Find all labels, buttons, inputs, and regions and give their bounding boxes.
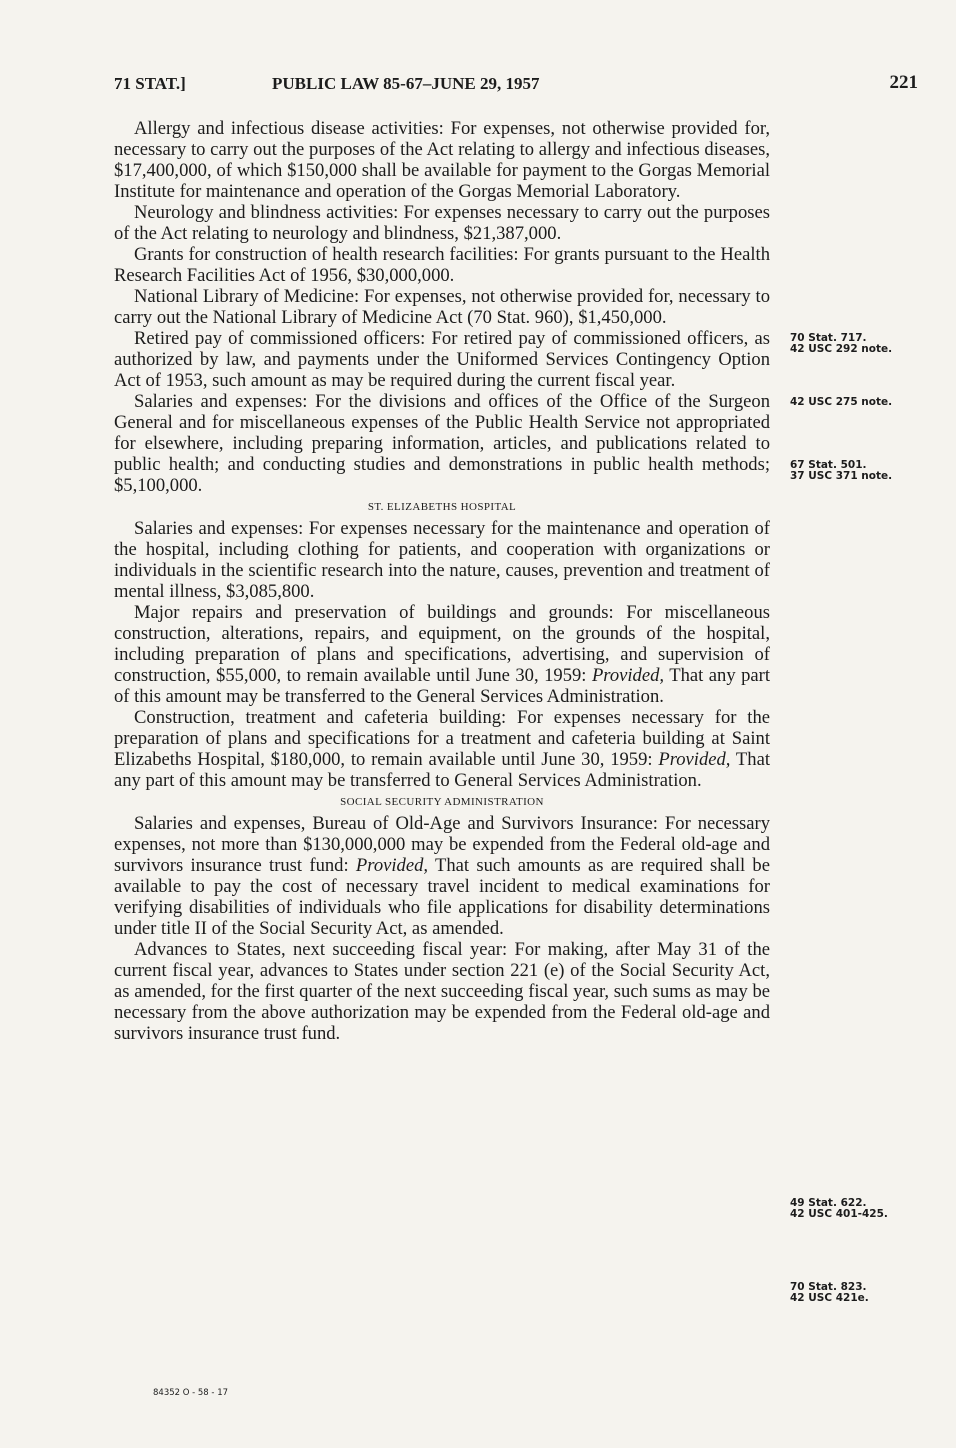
paragraph-library-of-medicine: National Library of Medicine: For expenses, not otherwise provided for, necessary to carry out the National Library of Medicine Act (70 Stat. 960), $1,450,000. xyxy=(114,286,770,328)
section-heading-social-security: SOCIAL SECURITY ADMINISTRATION xyxy=(340,796,544,808)
law-title: PUBLIC LAW 85-67–JUNE 29, 1957 xyxy=(272,74,540,93)
paragraph-retired-pay: Retired pay of commissioned officers: For retired pay of commissioned officers, as authorized by law, and payments under the Uniformed Services Contingency Option Act of 1953, such amount as may be required during the current fiscal year. xyxy=(114,328,770,391)
paragraph-old-age-survivors: Salaries and expenses, Bureau of Old-Age and Survivors Insurance: For necessary expenses, not more than $130,000,000 may be expended from the Federal old-age and survivors insurance trust fund: Provided, That such amounts as are required shall be available to pay the cost of necessary travel incident to medical examinations for verifying disabilities of individuals who file applications for disability determinations under title II of the Social Security Act, as amended. xyxy=(114,813,770,939)
page-number: 221 xyxy=(889,72,918,93)
margin-citation: 49 Stat. 622. 42 USC 401-425. xyxy=(790,1197,888,1220)
paragraph-allergy: Allergy and infectious disease activities: For expenses, not otherwise provided for, necessary to carry out the purposes of the Act relating to allergy and infectious diseases, $17,400,000, of which $150,000 shall be available for payment to the Gorgas Memorial Institute for maintenance and operation of the Gorgas Memorial Laboratory. xyxy=(114,118,770,202)
paragraph-major-repairs: Major repairs and preservation of buildings and grounds: For miscellaneous construction, alterations, repairs, and equipment, on the grounds of the hospital, including preparation of plans and specifications, advertising, and supervision of construction, $55,000, to remain available until June 30, 1959: Provided, That any part of this amount may be transferred to the General Services Administration. xyxy=(114,602,770,707)
paragraph-hospital-salaries: Salaries and expenses: For expenses necessary for the maintenance and operation of the hospital, including clothing for patients, and cooperation with organizations or individuals in the scientific research into the nature, causes, prevention and treatment of mental illness, $3,085,800. xyxy=(114,518,770,602)
page-header xyxy=(114,74,918,98)
margin-citation: 70 Stat. 823. 42 USC 421e. xyxy=(790,1281,869,1304)
section-heading-st-elizabeths: ST. ELIZABETHS HOSPITAL xyxy=(367,501,517,513)
paragraph-advances-to-states: Advances to States, next succeeding fiscal year: For making, after May 31 of the current fiscal year, advances to States under section 221 (e) of the Social Security Act, as amended, for the first quarter of the next succeeding fiscal year, such sums as may be necessary from the above authorization may be expended from the Federal old-age and survivors insurance trust fund. xyxy=(114,939,770,1044)
body-text xyxy=(114,118,770,1044)
paragraph-surgeon-general: Salaries and expenses: For the divisions and offices of the Office of the Surgeon General and for miscellaneous expenses of the Public Health Service not appropriated for elsewhere, including preparing information, articles, and publications related to public health; and conducting studies and demonstrations in public health methods; $5,100,000. xyxy=(114,391,770,496)
paragraph-research-facilities: Grants for construction of health research facilities: For grants pursuant to the Health Research Facilities Act of 1956, $30,000,000. xyxy=(114,244,770,286)
paragraph-cafeteria-building: Construction, treatment and cafeteria building: For expenses necessary for the preparation of plans and specifications for a treatment and cafeteria building at Saint Elizabeths Hospital, $180,000, to remain available until June 30, 1959: Provided, That any part of this amount may be transferred to General Services Administration. xyxy=(114,707,770,791)
margin-citation: 42 USC 275 note. xyxy=(790,396,893,408)
paragraph-neurology: Neurology and blindness activities: For expenses necessary to carry out the purposes of the Act relating to neurology and blindness, $21,387,000. xyxy=(114,202,770,244)
volume-reference: 71 STAT.] xyxy=(114,74,186,93)
print-code-footer: 84352 O - 58 - 17 xyxy=(153,1388,229,1398)
margin-citation: 70 Stat. 717. 42 USC 292 note. xyxy=(790,332,893,355)
margin-citation: 67 Stat. 501. 37 USC 371 note. xyxy=(790,459,893,482)
